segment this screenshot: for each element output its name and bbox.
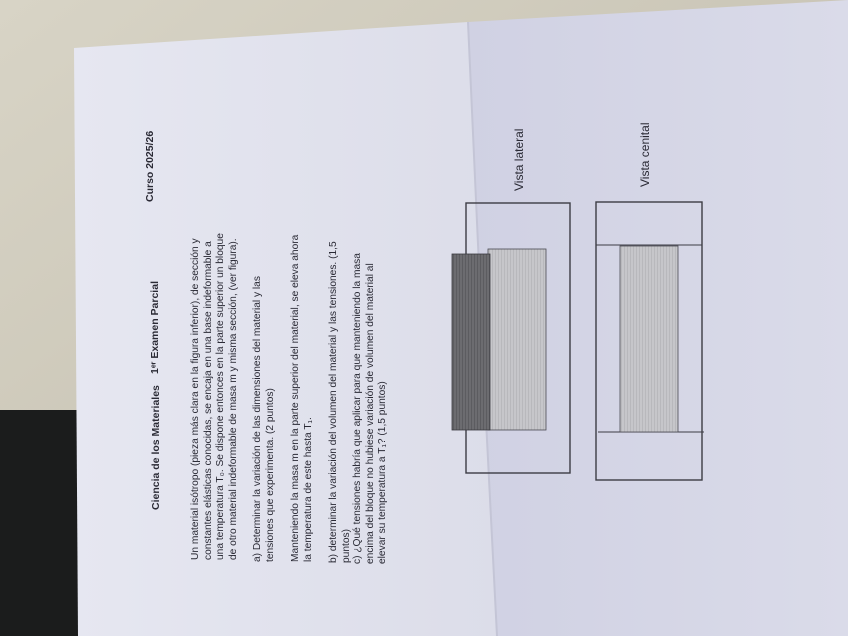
question-c: c) ¿Qué tensiones habría que aplicar para que manteniendo la masa encima del bloque no hubiese variación de volumen del material al elevar su temperatura a T₁? (1,5 puntos) <box>352 253 389 564</box>
middle-paragraph: Manteniendo la masa m en la parte superior del material, se eleva ahora la temperatura de este hasta T₁. <box>290 234 314 562</box>
question-b: b) determinar la variación del volumen del material y las tensiones. (1,5 puntos) <box>328 241 352 563</box>
paper-left-page <box>74 22 497 636</box>
intro-paragraph: Un material isótropo (pieza más clara en la figura inferior), de sección y constantes elásticas conocidas, se encaja en una base indeformable a una temperatura T₀. Se dispone entonces en la parte superior un bloque de otro material indeformable de masa m y misma sección, (ver figura). <box>190 233 239 560</box>
side-view-label: Vista lateral <box>512 128 526 191</box>
top-view-material <box>620 246 678 432</box>
exam-title: 1ᵉʳ Examen Parcial <box>149 281 161 374</box>
course-year: Curso 2025/26 <box>144 130 156 202</box>
mass-block <box>452 254 490 430</box>
question-a: a) Determinar la variación de las dimensiones del material y las tensiones que experimenta. (2 puntos) <box>252 276 276 562</box>
dark-object <box>0 410 80 636</box>
top-view-label: Vista cenital <box>638 122 652 187</box>
course-title: Ciencia de los Materiales <box>150 385 162 510</box>
material-block <box>488 249 546 430</box>
